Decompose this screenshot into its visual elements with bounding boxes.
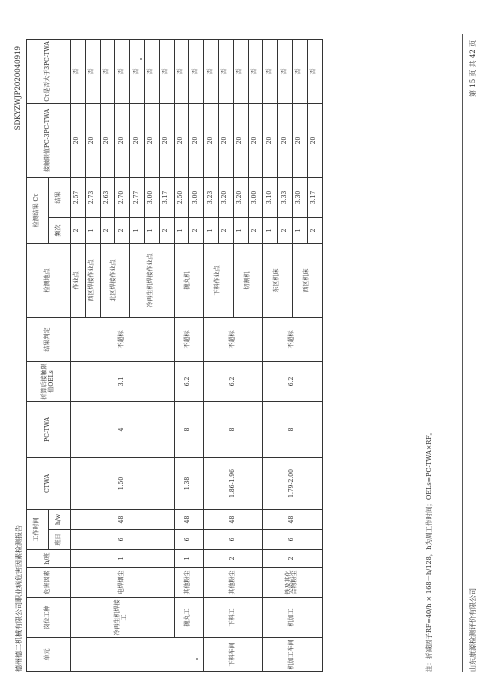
cell-freq: 1 <box>233 217 248 243</box>
cell-result: 2.70 <box>115 177 130 217</box>
cell-shift-hours: 6 <box>174 530 204 550</box>
scan-speck <box>196 658 198 660</box>
footer-company: 山东康源检测评价有限公司 <box>469 588 477 672</box>
cell-limit: 20 <box>100 103 115 177</box>
cell-week-hours: 48 <box>263 509 322 529</box>
cell-hazard: 电焊烟尘 <box>71 568 175 598</box>
table-row <box>174 39 189 671</box>
cell-exceed: 否 <box>85 39 100 103</box>
cell-limit: 20 <box>115 103 130 177</box>
scan-speck <box>140 58 142 60</box>
cell-post: 抛丸工 <box>174 598 204 638</box>
cell-exceed: 否 <box>144 39 159 103</box>
col-unit: 单元 <box>27 638 71 672</box>
col-hazard: 危害因素 <box>27 568 71 598</box>
cell-result: 2.57 <box>71 177 86 217</box>
cell-week-hours: 48 <box>71 509 175 529</box>
cell-limit: 20 <box>174 103 189 177</box>
cell-limit: 20 <box>278 103 293 177</box>
cell-freq: 1 <box>144 217 159 243</box>
cell-location: 东区机床 <box>263 243 293 317</box>
cell-oel: 6.2 <box>174 361 204 401</box>
cell-limit: 20 <box>144 103 159 177</box>
cell-exceed: 否 <box>71 39 86 103</box>
cell-result: 2.63 <box>100 177 115 217</box>
cell-exceed: 否 <box>233 39 248 103</box>
cell-result: 3.00 <box>144 177 159 217</box>
cell-result: 3.17 <box>307 177 322 217</box>
cell-location: 西区焊接作业点 <box>85 243 100 317</box>
cell-exceed: 否 <box>189 39 204 103</box>
cell-limit: 20 <box>130 103 145 177</box>
col-limit: 接触限值PC-3PC-TWA <box>27 103 71 177</box>
page-number: 第 15 页 共 42 页 <box>469 40 477 97</box>
cell-freq: 1 <box>174 217 189 243</box>
cell-judgement: 不超标 <box>71 317 175 361</box>
cell-result: 2.50 <box>174 177 189 217</box>
detection-table <box>26 39 323 672</box>
cell-shift-hours: 6 <box>263 530 322 550</box>
cell-exceed: 否 <box>159 39 174 103</box>
cell-shift-hours: 6 <box>204 530 263 550</box>
col-days: 班日 <box>49 530 71 550</box>
col-results: 检测结果 Cτ <box>27 177 49 243</box>
col-location: 检测地点 <box>27 243 71 317</box>
cell-judgement: 不超标 <box>174 317 204 361</box>
cell-exceed: 否 <box>263 39 278 103</box>
cell-exceed: 否 <box>307 39 322 103</box>
cell-freq: 1 <box>130 217 145 243</box>
cell-freq: 2 <box>100 217 115 243</box>
cell-judgement: 不超标 <box>204 317 263 361</box>
cell-judgement: 不超标 <box>263 317 322 361</box>
cell-result: 2.73 <box>85 177 100 217</box>
cell-ctwa: 1.86-1.96 <box>204 457 263 509</box>
cell-hazard: 其他粉尘 <box>174 568 204 598</box>
col-judgement: 结果判定 <box>27 317 71 361</box>
cell-result: 3.23 <box>204 177 219 217</box>
cell-limit: 20 <box>307 103 322 177</box>
cell-freq: 2 <box>159 217 174 243</box>
cell-pc-twa: 8 <box>263 401 322 457</box>
cell-result: 3.33 <box>278 177 293 217</box>
col-result: 结果 <box>49 177 71 217</box>
cell-result: 3.17 <box>159 177 174 217</box>
cell-result: 3.00 <box>189 177 204 217</box>
cell-post: 机加工 <box>263 598 322 638</box>
cell-exceed: 否 <box>292 39 307 103</box>
cell-freq: 2 <box>71 217 86 243</box>
cell-days: 2 <box>263 550 322 568</box>
cell-limit: 20 <box>189 103 204 177</box>
cell-unit <box>71 638 204 672</box>
cell-location: 冷再生机焊接作业点 <box>130 243 174 317</box>
cell-exceed: 否 <box>218 39 233 103</box>
cell-pc-twa: 8 <box>174 401 204 457</box>
cell-freq: 2 <box>189 217 204 243</box>
cell-result: 3.10 <box>263 177 278 217</box>
cell-freq: 2 <box>248 217 263 243</box>
cell-oel: 3.1 <box>71 361 175 401</box>
cell-location: 北区焊接作业点 <box>100 243 130 317</box>
cell-post: 冷再生机焊接工 <box>71 598 175 638</box>
cell-freq: 1 <box>85 217 100 243</box>
cell-limit: 20 <box>218 103 233 177</box>
cell-freq: 2 <box>218 217 233 243</box>
cell-location: 西区机床 <box>292 243 322 317</box>
cell-freq: 1 <box>204 217 219 243</box>
col-work-time: 工作时间 <box>27 509 49 549</box>
cell-freq: 2 <box>115 217 130 243</box>
cell-unit: 下料车间 <box>204 638 263 672</box>
document-title: 德州德二机械有限公司职业病危害因素检测报告 <box>15 525 23 672</box>
cell-limit: 20 <box>233 103 248 177</box>
report-number: SDKYZWJP2020040919 <box>14 46 22 131</box>
col-hours-week: h/w <box>49 509 71 529</box>
cell-oel: 6.2 <box>263 361 322 401</box>
cell-freq: 1 <box>292 217 307 243</box>
col-pc-twa: PC-TWA <box>27 401 71 457</box>
table-row <box>263 39 278 671</box>
cell-post: 下料工 <box>204 598 263 638</box>
cell-limit: 20 <box>263 103 278 177</box>
cell-freq: 2 <box>278 217 293 243</box>
table-note: 注：折减因子RF=40/h × 168－h/128，h为周工作时间；OELs=PC-TWA×RF。 <box>425 428 433 672</box>
cell-result: 3.00 <box>248 177 263 217</box>
cell-days: 2 <box>204 550 263 568</box>
footer-divider <box>462 34 463 672</box>
cell-limit: 20 <box>71 103 86 177</box>
cell-ctwa: 1.79-2.00 <box>263 457 322 509</box>
cell-days: 1 <box>71 550 175 568</box>
cell-limit: 20 <box>292 103 307 177</box>
cell-limit: 20 <box>248 103 263 177</box>
cell-pc-twa: 4 <box>71 401 175 457</box>
cell-exceed: 否 <box>278 39 293 103</box>
col-freq: 频次 <box>49 217 71 243</box>
cell-unit: 机加工车间 <box>263 638 322 672</box>
cell-hazard: 铁及其化合物粉尘 <box>263 568 322 598</box>
table-row <box>204 39 219 671</box>
cell-limit: 20 <box>204 103 219 177</box>
cell-result: 3.20 <box>218 177 233 217</box>
cell-location: 下料作业点 <box>204 243 234 317</box>
cell-week-hours: 48 <box>174 509 204 529</box>
cell-ctwa: 1.50 <box>71 457 175 509</box>
cell-location: 抛丸机 <box>174 243 204 317</box>
col-ctwa: CTWA <box>27 457 71 509</box>
cell-pc-twa: 8 <box>204 401 263 457</box>
cell-location: 切割机 <box>233 243 263 317</box>
col-exceed: Cτ是否大于3PC-TWA <box>27 39 71 103</box>
cell-freq: 2 <box>307 217 322 243</box>
cell-result: 3.30 <box>292 177 307 217</box>
cell-freq: 1 <box>263 217 278 243</box>
cell-location: 作业点 <box>71 243 86 317</box>
cell-exceed: 否 <box>100 39 115 103</box>
cell-ctwa: 1.38 <box>174 457 204 509</box>
col-oel: 折算后接触限值OELs <box>27 361 71 401</box>
cell-hazard: 其他粉尘 <box>204 568 263 598</box>
cell-week-hours: 48 <box>204 509 263 529</box>
cell-result: 2.77 <box>130 177 145 217</box>
cell-result: 3.20 <box>233 177 248 217</box>
cell-oel: 6.2 <box>204 361 263 401</box>
cell-days: 1 <box>174 550 204 568</box>
cell-exceed: 否 <box>174 39 189 103</box>
cell-exceed: 否 <box>115 39 130 103</box>
cell-limit: 20 <box>159 103 174 177</box>
cell-exceed: 否 <box>248 39 263 103</box>
cell-exceed: 否 <box>130 39 145 103</box>
col-shifts: h/班 <box>27 550 71 568</box>
table-row <box>71 39 86 671</box>
cell-limit: 20 <box>85 103 100 177</box>
cell-exceed: 否 <box>204 39 219 103</box>
cell-shift-hours: 6 <box>71 530 175 550</box>
col-post: 岗位工种 <box>27 598 71 638</box>
